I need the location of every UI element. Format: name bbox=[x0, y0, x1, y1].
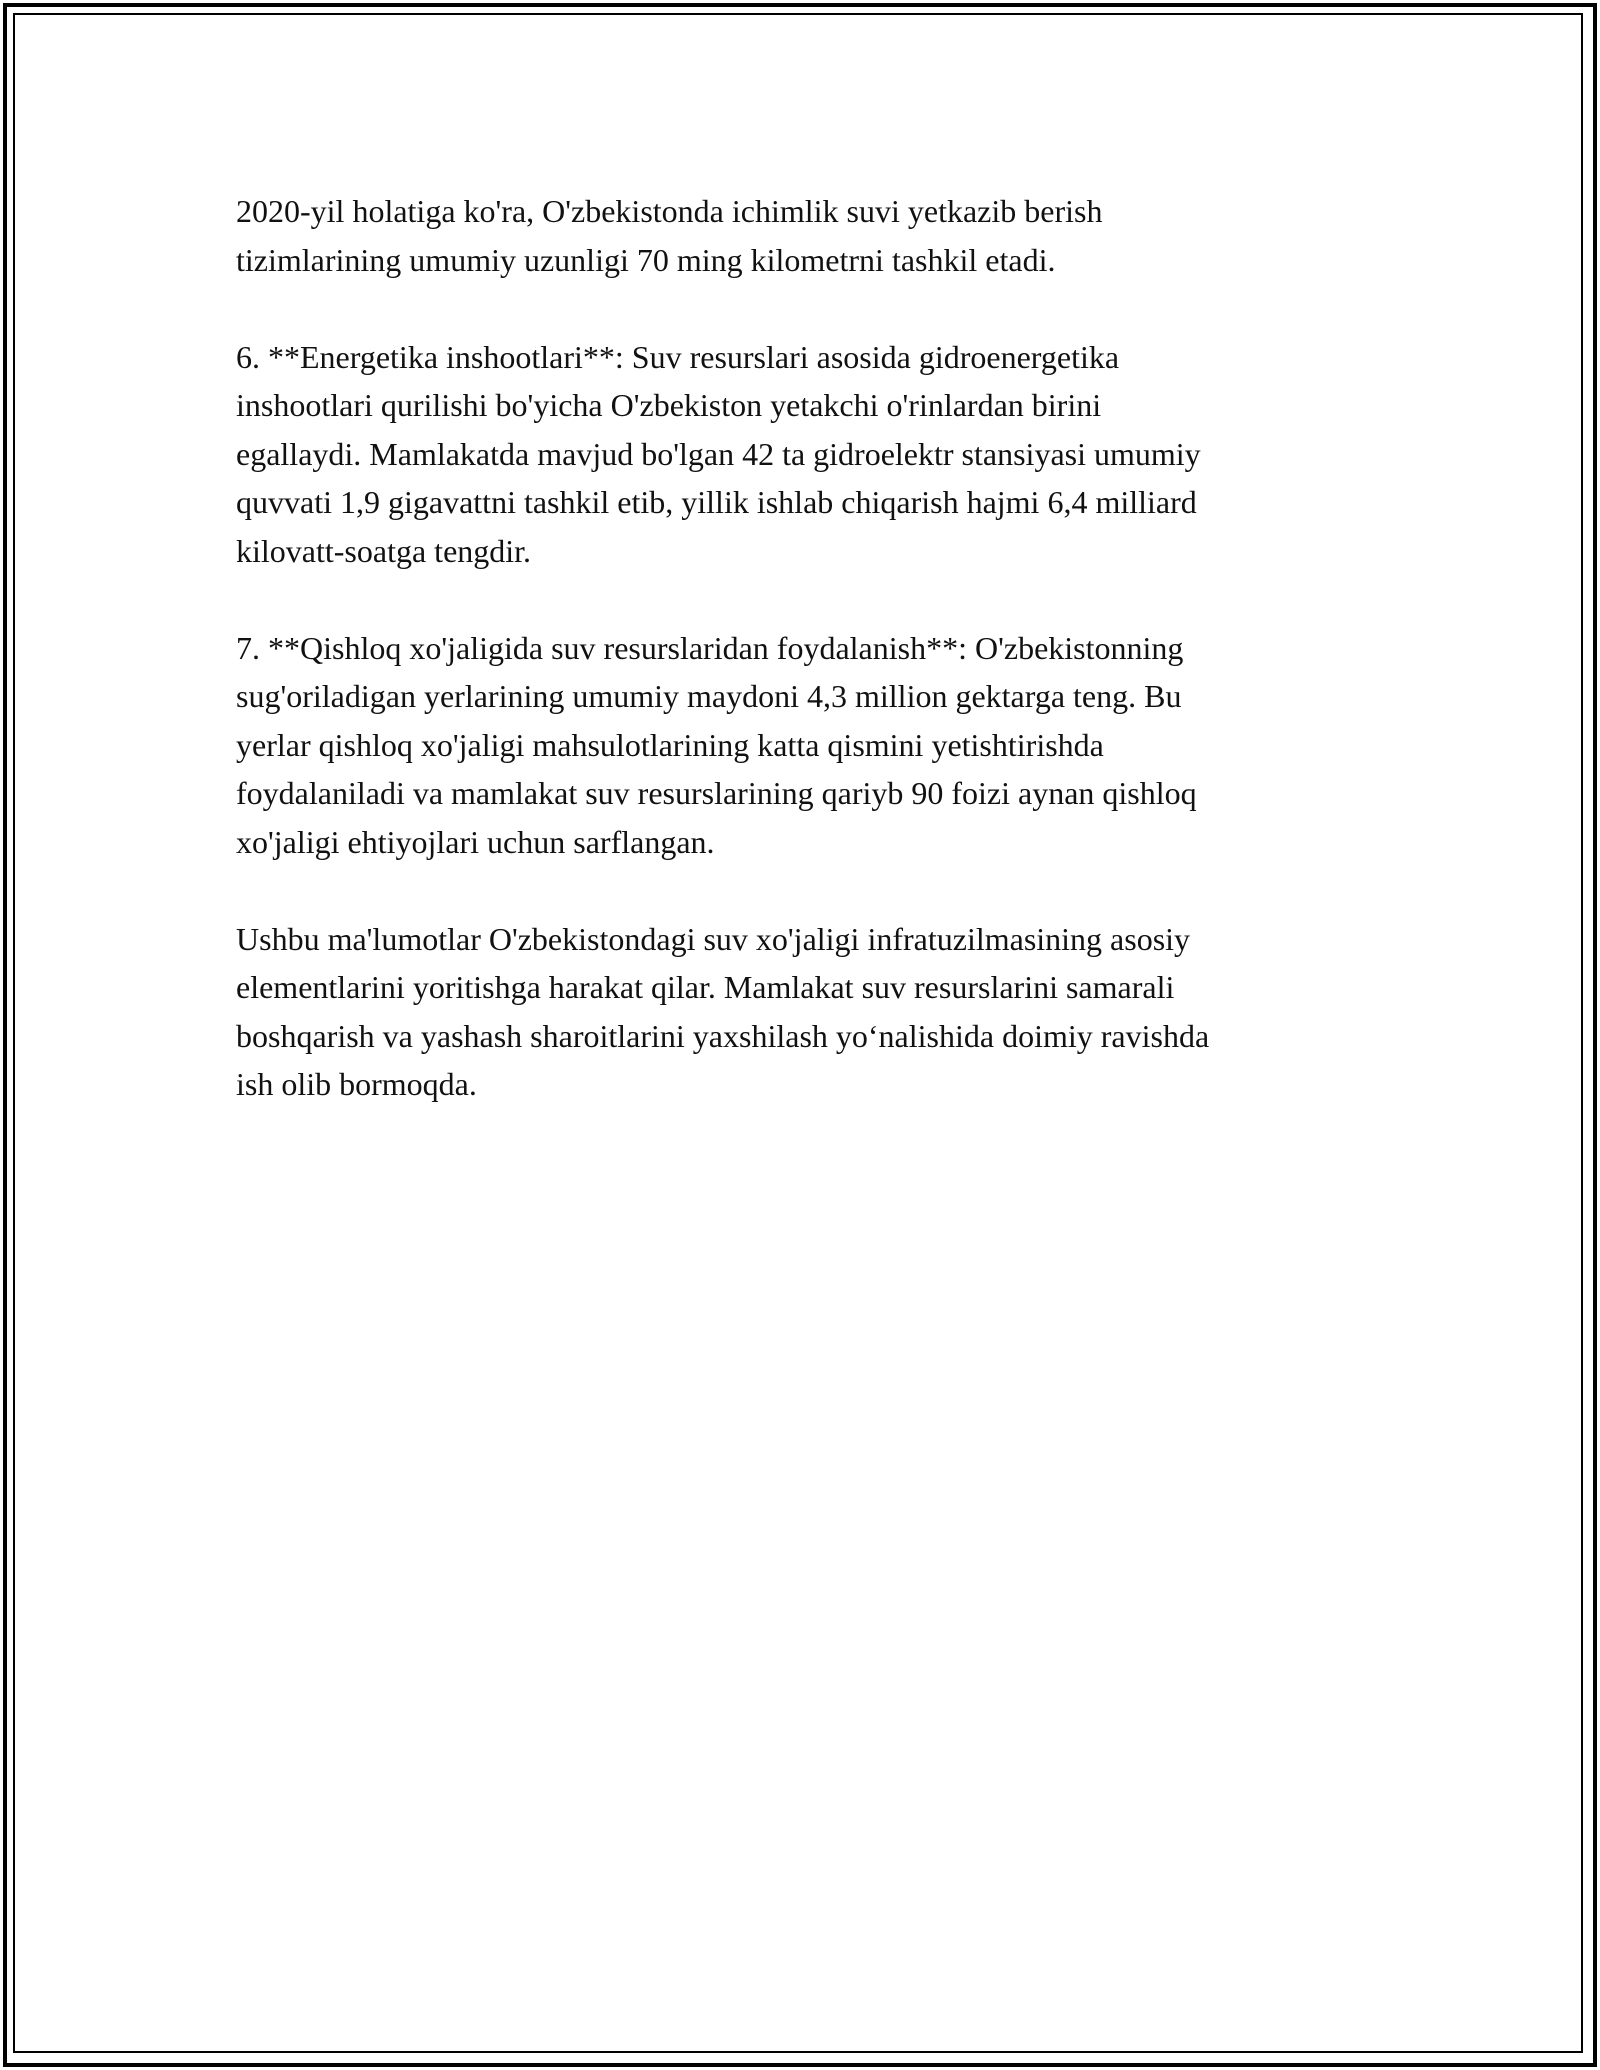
paragraph-agriculture-water-use: 7. **Qishloq xo'jaligida suv resurslaridan foydalanish**: O'zbekistonning sug'oriladigan yerlarining umumiy maydoni 4,3 million gektarga teng. Bu yerlar qishloq xo'jaligi mahsulotlarining katta qismini yetishtirishda foydalaniladi va mamlakat suv resurslarining qariyb 90 foizi aynan qishloq xo'jaligi ehtiyojlari uchun sarflangan. bbox=[236, 629, 1197, 860]
document-body bbox=[236, 187, 1366, 1157]
paragraph-conclusion: Ushbu ma'lumotlar O'zbekistondagi suv xo'jaligi infratuzilmasining asosiy elementlarini yoritishga harakat qilar. Mamlakat suv resurslarini samarali boshqarish va yashash sharoitlarini yaxshilash yo‘nalishida doimiy ravishda ish olib bormoqda. bbox=[236, 920, 1210, 1102]
paragraph-energy-facilities: 6. **Energetika inshootlari**: Suv resurslari asosida gidroenergetika inshootlari qurilishi bo'yicha O'zbekiston yetakchi o'rinlardan birini egallaydi. Mamlakatda mavjud bo'lgan 42 ta gidroelektr stansiyasi umumiy quvvati 1,9 gigavattni tashkil etib, yillik ishlab chiqarish hajmi 6,4 milliard kilovatt-soatga tengdir. bbox=[236, 338, 1201, 569]
paragraph-water-supply: 2020-yil holatiga ko'ra, O'zbekistonda ichimlik suvi yetkazib berish tizimlarining umumiy uzunligi 70 ming kilometrni tashkil etadi. bbox=[236, 193, 1103, 278]
